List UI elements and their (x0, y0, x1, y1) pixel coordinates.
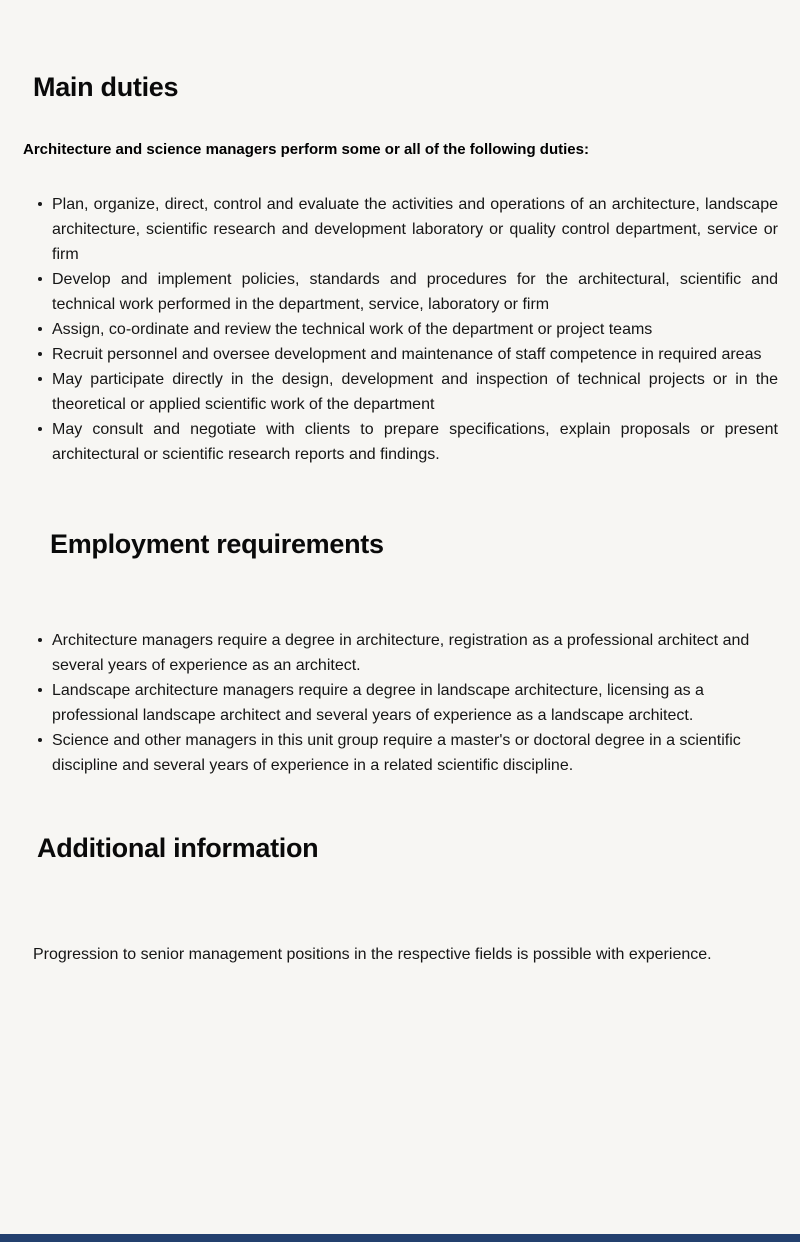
list-item: Plan, organize, direct, control and evaluate the activities and operations of an architecture, landscape architecture, scientific research and development laboratory or quality control department, service or firm (52, 192, 778, 267)
main-duties-list (0, 192, 778, 467)
employment-requirements-heading: Employment requirements (50, 529, 384, 560)
list-item: Science and other managers in this unit group require a master's or doctoral degree in a scientific discipline and several years of experience in a related scientific discipline. (52, 728, 778, 778)
list-item: Architecture managers require a degree in architecture, registration as a professional architect and several years of experience as an architect. (52, 628, 778, 678)
footer-bar (0, 1234, 800, 1242)
list-item: Develop and implement policies, standards and procedures for the architectural, scientific and technical work performed in the department, service, laboratory or firm (52, 267, 778, 317)
main-duties-heading: Main duties (33, 72, 179, 102)
list-item: May consult and negotiate with clients to prepare specifications, explain proposals or present architectural or scientific research reports and findings. (52, 417, 778, 467)
page (0, 72, 800, 968)
additional-information-heading: Additional information (37, 833, 319, 864)
progression-paragraph: Progression to senior management positions in the respective fields is possible with experience. (33, 946, 712, 964)
list-item: Landscape architecture managers require a degree in landscape architecture, licensing as a professional landscape architect and several years of experience as a landscape architect. (52, 678, 778, 728)
section-employment-requirements (0, 529, 800, 778)
main-duties-intro: Architecture and science managers perform some or all of the following duties: (23, 141, 589, 159)
list-item: May participate directly in the design, development and inspection of technical projects or in the theoretical or applied scientific work of the department (52, 367, 778, 417)
section-main-duties (0, 72, 800, 467)
section-additional-information (0, 833, 800, 968)
list-item: Assign, co-ordinate and review the technical work of the department or project teams (52, 317, 778, 342)
list-item: Recruit personnel and oversee development and maintenance of staff competence in required areas (52, 342, 778, 367)
employment-requirements-list (0, 628, 778, 778)
